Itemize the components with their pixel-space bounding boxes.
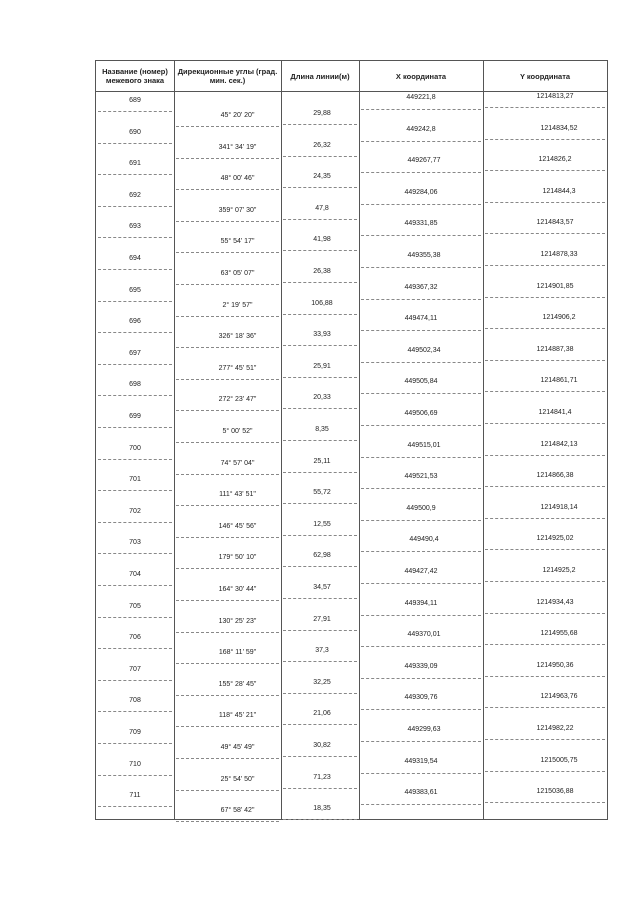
row-divider (361, 709, 481, 710)
point-name: 698 (129, 381, 141, 389)
row-divider (485, 360, 605, 361)
row-divider (361, 330, 481, 331)
point-y: 1214963,76 (540, 693, 578, 701)
point-y: 1214866,38 (536, 472, 574, 480)
segment-angle: 130° 25' 23" (218, 617, 257, 625)
row-divider (361, 804, 481, 805)
point-y: 1214925,02 (536, 535, 574, 543)
row-divider (485, 518, 605, 519)
boundary-coordinates-table (95, 60, 608, 820)
row-divider (98, 711, 172, 712)
point-x: 449521,53 (404, 473, 438, 481)
row-divider (98, 395, 172, 396)
row-divider (283, 503, 357, 504)
row-divider (176, 600, 279, 601)
segment-length: 55,72 (313, 489, 331, 497)
row-divider (361, 204, 481, 205)
point-y: 1214844,3 (542, 187, 576, 195)
segment-length: 20,33 (313, 394, 331, 402)
row-divider (176, 189, 279, 190)
header-x (359, 61, 483, 91)
point-y: 1214826,2 (538, 156, 572, 164)
point-x: 449506,69 (404, 410, 438, 417)
point-name: 689 (129, 97, 141, 104)
row-divider (98, 237, 172, 238)
row-divider (176, 126, 279, 127)
point-x: 449267,77 (407, 157, 441, 165)
point-x: 449500,9 (406, 504, 436, 512)
segment-length: 33,93 (313, 331, 331, 339)
row-divider (283, 314, 357, 315)
point-y: 1214843,57 (536, 219, 574, 227)
segment-length: 62,98 (313, 552, 331, 560)
point-y: 1214887,38 (536, 345, 574, 353)
point-x: 449370,01 (407, 631, 441, 639)
point-x: 449515,01 (407, 441, 441, 449)
row-divider (283, 661, 357, 662)
point-y: 1214861,71 (540, 377, 578, 385)
row-divider (283, 819, 357, 820)
point-name: 706 (129, 634, 141, 642)
segment-angle: 49° 45' 49" (220, 744, 255, 751)
segment-length: 29,88 (313, 110, 331, 117)
point-name: 693 (129, 223, 141, 231)
row-divider (98, 427, 172, 428)
segment-length: 27,91 (313, 615, 331, 623)
row-divider (361, 141, 481, 142)
row-divider (361, 267, 481, 268)
point-name: 694 (129, 255, 141, 262)
point-x: 449355,38 (407, 252, 441, 259)
segment-length: 8,35 (315, 426, 329, 433)
row-divider (98, 617, 172, 618)
segment-angle: 341° 34' 19" (218, 143, 257, 151)
row-divider (98, 174, 172, 175)
point-name: 704 (129, 571, 141, 578)
row-divider (98, 269, 172, 270)
point-y: 1215036,88 (536, 788, 574, 796)
point-name: 709 (129, 729, 141, 736)
row-divider (176, 252, 279, 253)
segment-length: 47,8 (315, 204, 329, 212)
row-divider (283, 408, 357, 409)
row-divider (361, 678, 481, 679)
segment-angle: 164° 30' 44" (218, 586, 257, 593)
segment-length: 21,06 (313, 710, 331, 718)
point-x: 449490,4 (409, 536, 439, 544)
row-divider (176, 632, 279, 633)
row-divider (485, 676, 605, 677)
row-divider (98, 111, 172, 112)
row-divider (176, 284, 279, 285)
point-name: 697 (129, 349, 141, 357)
row-divider (283, 566, 357, 567)
row-divider (176, 410, 279, 411)
row-divider (283, 124, 357, 125)
point-x: 449284,06 (404, 188, 438, 196)
header-y (483, 61, 607, 91)
row-divider (98, 585, 172, 586)
row-divider (485, 707, 605, 708)
row-divider (485, 644, 605, 645)
row-divider (361, 488, 481, 489)
row-divider (176, 347, 279, 348)
point-x: 449309,76 (404, 694, 438, 702)
point-y: 1214950,36 (536, 661, 574, 669)
point-x: 449367,32 (404, 283, 438, 291)
row-divider (485, 802, 605, 803)
row-divider (176, 474, 279, 475)
segment-angle: 5° 00' 52" (222, 428, 253, 435)
point-name: 690 (129, 128, 141, 136)
point-name: 705 (129, 602, 141, 610)
segment-angle: 168° 11' 59" (218, 649, 257, 657)
segment-angle: 155° 28' 45" (218, 680, 257, 688)
row-divider (485, 170, 605, 171)
point-x: 449394,11 (404, 599, 438, 607)
row-divider (361, 741, 481, 742)
row-divider (283, 472, 357, 473)
segment-angle: 111° 43' 51" (219, 491, 256, 499)
point-name: 710 (129, 760, 141, 768)
point-name: 703 (129, 539, 141, 547)
point-name: 702 (129, 507, 141, 515)
row-divider (485, 391, 605, 392)
segment-angle: 67° 58' 42" (220, 807, 255, 815)
segment-length: 26,32 (313, 141, 331, 149)
row-divider (283, 250, 357, 251)
row-divider (283, 345, 357, 346)
segment-angle: 326° 18' 36" (218, 333, 257, 341)
row-divider (361, 109, 481, 110)
point-y: 1214878,33 (540, 251, 578, 258)
point-y: 1215005,75 (540, 756, 578, 764)
row-divider (361, 235, 481, 236)
row-divider (98, 522, 172, 523)
row-divider (98, 459, 172, 460)
row-divider (283, 693, 357, 694)
row-divider (98, 301, 172, 302)
point-x: 449383,61 (404, 789, 438, 797)
point-y: 1214918,14 (540, 503, 578, 511)
point-name: 711 (129, 792, 141, 800)
row-divider (176, 537, 279, 538)
row-divider (283, 630, 357, 631)
row-divider (176, 505, 279, 506)
header-name-text: Название (номер) межевого знака (102, 67, 168, 85)
point-x: 449339,09 (404, 662, 438, 670)
segment-angle: 146° 45' 56" (218, 522, 257, 530)
segment-length: 25,11 (313, 457, 331, 465)
row-divider (283, 598, 357, 599)
point-name: 692 (129, 191, 141, 199)
row-divider (98, 490, 172, 491)
point-name: 695 (129, 286, 141, 294)
row-divider (283, 282, 357, 283)
row-divider (485, 739, 605, 740)
row-divider (283, 156, 357, 157)
point-name: 708 (129, 697, 141, 705)
row-divider (361, 773, 481, 774)
segment-length: 12,55 (313, 520, 331, 528)
point-y: 1214901,85 (536, 282, 574, 290)
point-x: 449331,85 (404, 220, 438, 228)
header-angle-text: Дирекционные углы (град. мин. сек.) (177, 67, 278, 85)
row-divider (98, 743, 172, 744)
row-divider (485, 486, 605, 487)
segment-angle: 45° 20' 20" (220, 112, 255, 119)
row-divider (283, 187, 357, 188)
row-divider (485, 549, 605, 550)
row-divider (485, 107, 605, 108)
point-name: 696 (129, 318, 141, 326)
row-divider (98, 332, 172, 333)
row-divider (485, 202, 605, 203)
row-divider (283, 788, 357, 789)
header-x-text: X координата (395, 71, 447, 81)
point-name: 701 (129, 476, 141, 484)
segment-length: 26,38 (313, 268, 331, 275)
row-divider (283, 535, 357, 536)
row-divider (176, 221, 279, 222)
segment-length: 37,3 (315, 647, 329, 655)
segment-length: 30,82 (313, 742, 331, 749)
row-divider (98, 553, 172, 554)
point-y: 1214982,22 (536, 725, 574, 732)
header-name (96, 61, 174, 91)
row-divider (361, 457, 481, 458)
segment-angle: 48° 00' 46" (220, 175, 255, 183)
point-name: 707 (129, 665, 141, 673)
row-divider (98, 680, 172, 681)
row-divider (485, 423, 605, 424)
segment-length: 32,25 (313, 678, 331, 686)
row-divider (98, 775, 172, 776)
segment-length: 34,57 (313, 584, 331, 591)
header-y-text: Y координата (519, 71, 571, 81)
point-x: 449242,8 (406, 125, 436, 133)
row-divider (176, 663, 279, 664)
row-divider (176, 158, 279, 159)
row-divider (361, 362, 481, 363)
point-y: 1214955,68 (540, 630, 578, 638)
segment-angle: 25° 54' 50" (220, 775, 255, 783)
segment-angle: 118° 45' 21" (218, 712, 257, 720)
segment-angle: 277° 45' 51" (218, 364, 257, 372)
row-divider (176, 758, 279, 759)
segment-length: 25,91 (313, 362, 331, 370)
point-y: 1214925,2 (542, 567, 576, 574)
row-divider (485, 771, 605, 772)
header-length-text: Длина линии(м) (290, 71, 350, 81)
row-divider (283, 377, 357, 378)
row-divider (283, 724, 357, 725)
header-divider (96, 91, 607, 92)
row-divider (98, 648, 172, 649)
row-divider (485, 265, 605, 266)
row-divider (485, 139, 605, 140)
point-y: 1214906,2 (542, 314, 576, 322)
row-divider (485, 328, 605, 329)
row-divider (361, 299, 481, 300)
row-divider (176, 726, 279, 727)
segment-length: 24,35 (313, 173, 331, 181)
point-x: 449427,42 (404, 568, 438, 575)
segment-angle: 179° 50' 10" (218, 554, 257, 562)
row-divider (485, 297, 605, 298)
point-y: 1214842,13 (540, 440, 578, 448)
row-divider (176, 821, 279, 822)
point-y: 1214834,52 (540, 124, 578, 132)
row-divider (176, 316, 279, 317)
row-divider (361, 520, 481, 521)
row-divider (98, 143, 172, 144)
segment-angle: 63° 05' 07" (220, 270, 255, 277)
row-divider (361, 425, 481, 426)
point-name: 699 (129, 413, 141, 420)
header-length (281, 61, 359, 91)
row-divider (98, 206, 172, 207)
row-divider (361, 646, 481, 647)
row-divider (361, 551, 481, 552)
segment-length: 106,88 (311, 299, 333, 307)
point-name: 700 (129, 444, 141, 452)
point-y: 1214813,27 (536, 93, 574, 100)
point-name: 691 (129, 160, 141, 168)
row-divider (361, 393, 481, 394)
segment-length: 41,98 (313, 236, 331, 244)
point-x: 449299,63 (407, 726, 441, 733)
row-divider (485, 455, 605, 456)
row-divider (176, 442, 279, 443)
row-divider (361, 615, 481, 616)
row-divider (176, 379, 279, 380)
row-divider (98, 364, 172, 365)
row-divider (485, 581, 605, 582)
point-y: 1214841,4 (538, 409, 572, 416)
row-divider (176, 568, 279, 569)
point-x: 449505,84 (404, 378, 438, 386)
segment-angle: 272° 23' 47" (218, 396, 257, 404)
point-x: 449474,11 (404, 315, 438, 323)
point-x: 449502,34 (407, 346, 441, 354)
segment-angle: 55° 54' 17" (220, 238, 255, 246)
row-divider (176, 695, 279, 696)
row-divider (283, 219, 357, 220)
point-y: 1214934,43 (536, 598, 574, 606)
row-divider (485, 613, 605, 614)
segment-length: 71,23 (313, 773, 331, 781)
header-angle (174, 61, 281, 91)
segment-length: 18,35 (313, 805, 331, 813)
row-divider (98, 806, 172, 807)
point-x: 449221,8 (406, 94, 436, 101)
row-divider (361, 172, 481, 173)
segment-angle: 2° 19' 57" (222, 301, 253, 309)
segment-angle: 359° 07' 30" (218, 206, 257, 214)
row-divider (283, 440, 357, 441)
row-divider (283, 756, 357, 757)
point-x: 449319,54 (404, 757, 438, 765)
row-divider (361, 583, 481, 584)
segment-angle: 74° 57' 04" (220, 459, 255, 467)
row-divider (176, 790, 279, 791)
row-divider (485, 233, 605, 234)
